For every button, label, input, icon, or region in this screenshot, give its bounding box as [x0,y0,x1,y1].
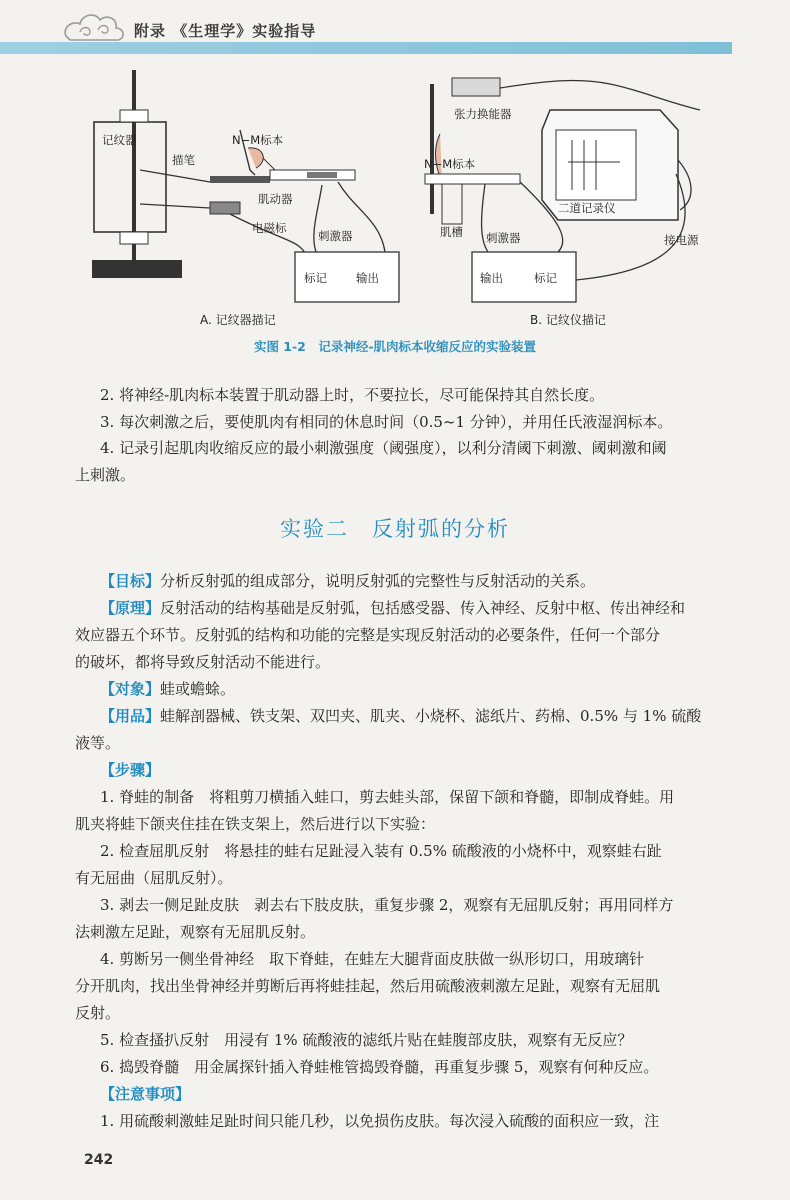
cloud-ornament-icon [60,6,130,46]
step5: 5. 检查搔扒反射 用浸有 1% 硫酸液的滤纸片贴在蛙腹部皮肤，观察有无反应？ [100,1031,633,1049]
label-transducer: 张力换能器 [454,107,512,121]
running-header: 附录 《生理学》实验指导 [134,22,317,40]
precaution1: 1. 用硫酸刺激蛙足趾时间只能几秒，以免损伤皮肤。每次浸入硫酸的面积应一致，注 [100,1112,660,1130]
page-header [0,0,790,70]
label-recorder: 二道记录仪 [558,201,616,215]
label-stylus: 描笔 [172,153,195,167]
section-title: 实验二 反射弧的分析 [280,517,510,541]
label-muscle-holder: 肌动器 [258,192,293,206]
step1-line2: 肌夹将蛙下颌夹住挂在铁支架上，然后进行以下实验： [75,815,436,833]
note-item-4-line1: 4. 记录引起肌肉收缩反应的最小刺激强度（阈强度），以利分清阈下刺激、阈刺激和阈 [100,439,667,457]
step4-line1: 4. 剪断另一侧坐骨神经 取下脊蛙，在蛙左大腿背面皮肤做一纵形切口，用玻璃针 [100,950,645,968]
supplies-line2: 液等。 [75,734,121,752]
label-output-a: 输出 [356,271,379,285]
label-nm-specimen-b: N−M标本 [424,157,476,171]
principle-line3: 的破坏，都将导致反射活动不能进行。 [75,653,331,671]
steps-tag: 【步骤】 [100,761,161,779]
step3-line1: 3. 剥去一侧足趾皮肤 剥去右下肢皮肤，重复步骤 2，观察有无屈肌反射；再用同样方 [100,896,674,914]
panel-a-diagram [92,70,399,302]
precautions-heading [100,1083,190,1104]
header-band [0,42,732,54]
panel-b-diagram [424,78,700,302]
caption-panel-b: B. 记纹仪描记 [530,313,606,327]
supplies-tag: 【用品】 [100,707,161,725]
steps-heading [100,759,160,780]
step3-line2: 法刺激左足趾，观察有无屈肌反射。 [75,923,316,941]
step2-line2: 有无屈曲（屈肌反射）。 [75,869,233,887]
label-mark-b: 标记 [534,271,557,285]
label-stimulator-b: 刺激器 [486,231,521,245]
step4-line3: 反射。 [75,1004,121,1022]
objective-text: 分析反射弧的组成部分，说明反射弧的完整性与反射活动的关系。 [160,572,596,590]
principle-line1 [100,597,685,618]
note-item-4-line2: 上刺激。 [75,466,136,484]
page-number: 242 [84,1152,114,1168]
label-electromagnetic-marker: 电磁标 [252,221,287,235]
note-item-2: 2. 将神经-肌肉标本装置于肌动器上时，不要拉长，尽可能保持其自然长度。 [100,386,605,404]
supplies-text-1: 蛙解剖器械、铁支架、双凹夹、肌夹、小烧杯、滤纸片、药棉、0.5% 与 1% 硫酸 [160,707,702,725]
supplies-line1 [100,705,701,726]
principle-tag: 【原理】 [100,599,161,617]
apparatus-diagram [80,70,710,335]
apparatus-figure [80,70,710,360]
objective-tag: 【目标】 [100,572,161,590]
step2-line1: 2. 检查屈肌反射 将悬挂的蛙右足趾浸入装有 0.5% 硫酸液的小烧杯中，观察蛙右趾 [100,842,662,860]
label-nm-specimen-a: N−M标本 [232,133,284,147]
label-power: 接电源 [664,233,699,247]
caption-panel-a: A. 记纹器描记 [200,313,276,327]
objective-paragraph [100,570,595,591]
step6: 6. 捣毁脊髓 用金属探针插入脊蛙椎管捣毁脊髓，再重复步骤 5，观察有何种反应。 [100,1058,659,1076]
figure-title: 实图 1-2 记录神经-肌肉标本收缩反应的实验装置 [253,339,537,354]
precautions-tag: 【注意事项】 [100,1085,191,1103]
subject-text: 蛙或蟾蜍。 [160,680,236,698]
step4-line2: 分开肌肉，找出坐骨神经并剪断后再将蛙挂起，然后用硫酸液刺激左足趾，观察有无屈肌 [75,977,661,995]
label-mark-a: 标记 [304,271,327,285]
principle-text-1: 反射活动的结构基础是反射弧，包括感受器、传入神经、反射中枢、传出神经和 [160,599,686,617]
principle-line2: 效应器五个环节。反射弧的结构和功能的完整是实现反射活动的必要条件，任何一个部分 [75,626,661,644]
label-kymograph: 记纹器 [102,133,137,147]
note-item-3: 3. 每次刺激之后，要使肌肉有相同的休息时间（0.5~1 分钟），并用任氏液湿润标本。 [100,413,673,431]
label-muscle-bath: 肌槽 [440,225,463,239]
label-output-b: 输出 [480,271,503,285]
label-stimulator-a: 刺激器 [318,229,353,243]
step1-line1: 1. 脊蛙的制备 将粗剪刀横插入蛙口，剪去蛙头部，保留下颌和脊髓，即制成脊蛙。用 [100,788,675,806]
subject-tag: 【对象】 [100,680,161,698]
subject-paragraph [100,678,235,699]
